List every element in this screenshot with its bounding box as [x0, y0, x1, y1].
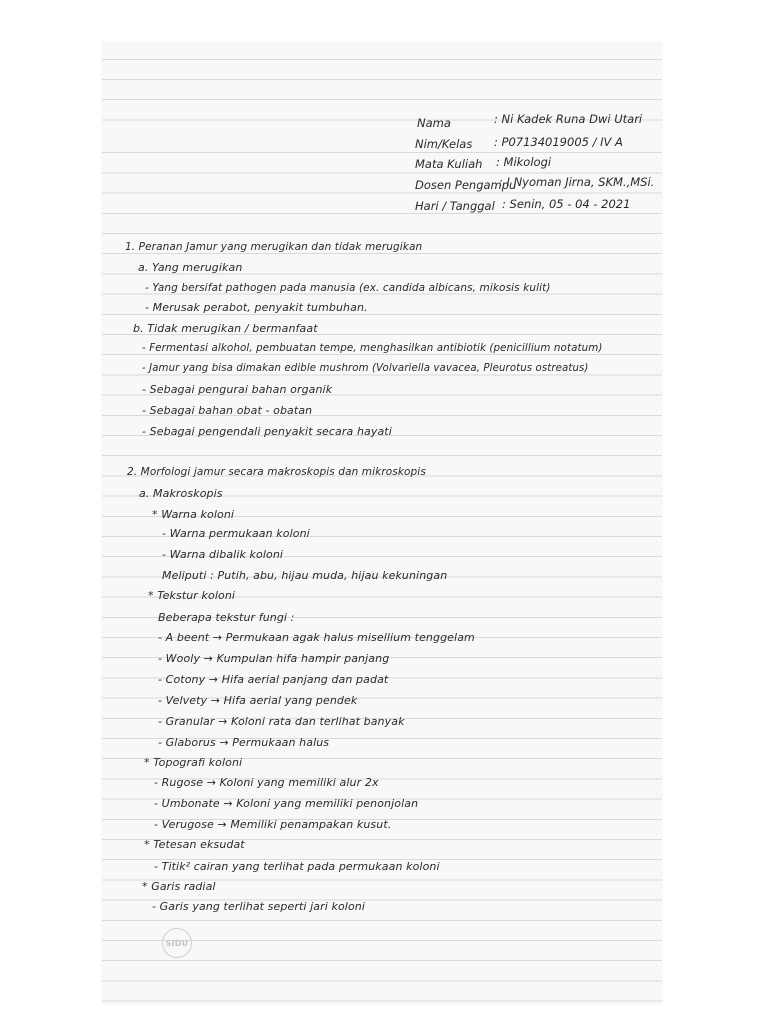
bullet-heading: * Topografi koloni — [144, 756, 243, 769]
note-line: - Glaborus → Permukaan halus — [158, 736, 330, 749]
matkul-value: : Mikologi — [496, 155, 552, 169]
nama-value: : Ni Kadek Runa Dwi Utari — [494, 112, 643, 126]
note-line: - Umbonate → Koloni yang memiliki penonjolan — [154, 797, 419, 810]
tanggal-value: : Senin, 05 - 04 - 2021 — [502, 197, 631, 211]
note-line: - Titik² cairan yang terlihat pada permukaan koloni — [154, 860, 440, 873]
nama-label: Nama — [417, 116, 451, 130]
nim-value: : P07134019005 / IV A — [494, 135, 623, 149]
section-2-heading: 2. Morfologi jamur secara makroskopis dan mikroskopis — [127, 466, 426, 478]
notebook-page — [102, 42, 662, 1004]
note-line: - Merusak perabot, penyakit tumbuhan. — [145, 301, 368, 314]
subheading-b: b. Tidak merugikan / bermanfaat — [133, 322, 318, 335]
note-line: - Sebagai pengurai bahan organik — [142, 383, 333, 396]
note-line: Meliputi : Putih, abu, hijau muda, hijau kekuningan — [162, 569, 448, 582]
bullet-heading: * Warna koloni — [152, 508, 235, 521]
note-line: - A beent → Permukaan agak halus misellium tenggelam — [158, 631, 475, 644]
matkul-label: Mata Kuliah — [415, 157, 483, 171]
note-line: - Granular → Koloni rata dan terlihat banyak — [158, 715, 405, 728]
tanggal-label: Hari / Tanggal — [415, 199, 495, 213]
note-line: - Sebagai bahan obat - obatan — [142, 404, 313, 417]
sidu-logo-text: SIDU — [165, 938, 189, 948]
note-line: - Velvety → Hifa aerial yang pendek — [158, 694, 358, 707]
note-line: - Yang bersifat pathogen pada manusia (ex. candida albicans, mikosis kulit) — [145, 282, 551, 294]
dosen-value: : I Nyoman Jirna, SKM.,MSi. — [499, 175, 655, 189]
nim-label: Nim/Kelas — [415, 137, 473, 151]
note-line: - Warna permukaan koloni — [162, 527, 310, 540]
bullet-heading: * Tetesan eksudat — [144, 838, 245, 851]
note-line: - Rugose → Koloni yang memiliki alur 2x — [154, 776, 379, 789]
bullet-heading: * Tekstur koloni — [148, 589, 236, 602]
note-line: - Wooly → Kumpulan hifa hampir panjang — [158, 652, 390, 665]
note-line: - Garis yang terlihat seperti jari koloni — [152, 900, 365, 913]
bullet-heading: * Garis radial — [142, 880, 216, 893]
subheading-makroskopis: a. Makroskopis — [139, 487, 223, 500]
sidu-logo — [162, 928, 192, 958]
note-line: - Cotony → Hifa aerial panjang dan padat — [158, 673, 389, 686]
note-line: - Jamur yang bisa dimakan edible mushrom (Volvariella vavacea, Pleurotus ostreatus) — [142, 363, 589, 374]
note-line: - Sebagai pengendali penyakit secara hayati — [142, 425, 392, 438]
note-line: - Warna dibalik koloni — [162, 548, 284, 561]
note-line: - Verugose → Memiliki penampakan kusut. — [154, 818, 392, 831]
subheading-a: a. Yang merugikan — [138, 261, 243, 274]
section-1-heading: 1. Peranan Jamur yang merugikan dan tidak merugikan — [125, 241, 423, 253]
dosen-label: Dosen Pengampu — [415, 178, 517, 192]
note-line: - Fermentasi alkohol, pembuatan tempe, menghasilkan antibiotik (penicillium notatum) — [142, 342, 603, 354]
note-line: Beberapa tekstur fungi : — [158, 611, 295, 624]
